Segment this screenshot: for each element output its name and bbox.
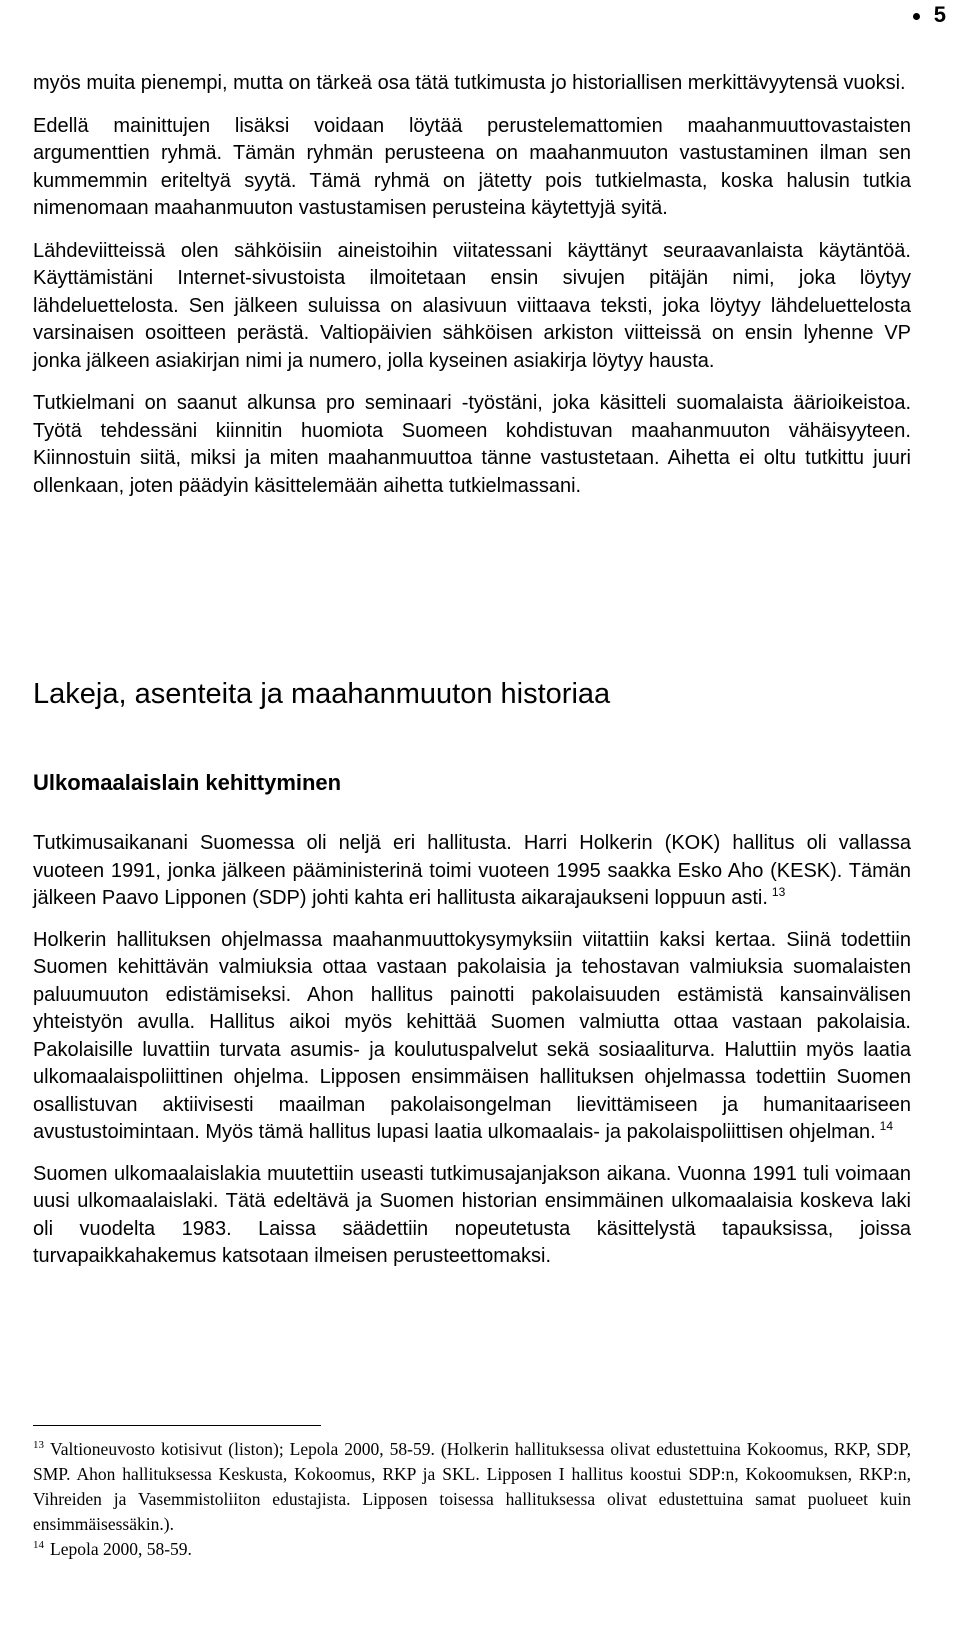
paragraph (33, 927, 911, 1147)
paragraph-text: Suomen ulkomaalaislakia muutettiin useasti tutkimusajanjakson aikana. Vuonna 1991 tuli voimaan uusi ulkomaalaislaki. Tätä edeltävä ja Suomen historian ensimmäinen ulkomaalaisia koskeva laki oli vuodelta 1983. Laissa säädettiin nopeutetusta käsittelystä tapauksissa, joissa turvapaikkahakemus katsotaan ilmeisen perusteettomaksi. (33, 1162, 911, 1267)
law-section (33, 830, 911, 1271)
paragraph (33, 830, 911, 913)
footnote-number: 13 (33, 1439, 44, 1452)
paragraph: Lähdeviitteissä olen sähköisiin aineistoihin viitatessani käyttänyt seuraavanlaista käytäntöä. Käyttämistäni Internet-sivustoista ilmoitetaan ensin sivujen pitäjän nimi, joka löytyy lähdeluettelosta. Sen jälkeen suluissa on alasivuun viittaava teksti, joka löytyy lähdeluettelosta varsinaisen osoitteen perästä. Valtiopäivien sähköisen arkiston viitteissä on ensin lyhenne VP jonka jälkeen asiakirjan nimi ja numero, jolla kyseinen asiakirja löytyy hausta. (33, 239, 911, 372)
footnote-ref[interactable]: 14 (879, 1119, 894, 1134)
footnote-text: Lepola 2000, 58-59. (50, 1539, 192, 1559)
section-heading: Lakeja, asenteita ja maahanmuuton historiaa (33, 678, 611, 710)
page-number (913, 2, 946, 28)
footnote-ref[interactable]: 13 (771, 885, 786, 900)
footnote-text: Valtioneuvosto kotisivut (liston); Lepola 2000, 58-59. (Holkerin hallituksessa olivat edustettuina Kokoomus, RKP, SDP, SMP. Ahon hallituksessa Keskusta, Kokoomus, RKP ja SKL. Lipposen I hallitus koostui SDP:n, Kokoomuksen, RKP:n, Vihreiden ja Vasemmistoliiton edustajista. Lipposen toisessa hallituksessa olivat edustettuina samat puolueet kuin ensimmäisessäkin.). (33, 1439, 911, 1534)
paragraph-text: Tutkimusaikanani Suomessa oli neljä eri hallitusta. Harri Holkerin (KOK) hallitus oli vallassa vuoteen 1991, jonka jälkeen pääministerinä toimi vuoteen 1995 saakka Esko Aho (KESK). Tämän jälkeen Paavo Lipponen (SDP) johti kahta eri hallitusta aikarajaukseni loppuun asti. (33, 832, 911, 909)
paragraph: Edellä mainittujen lisäksi voidaan löytää perustelemattomien maahanmuuttovastaisten argumenttien ryhmä. Tämän ryhmän perusteena on maahanmuuton vastustaminen ilman sen kummemmin eriteltyä syytä. Tämä ryhmä on jätetty pois tutkielmasta, koska halusin tutkia nimenomaan maahanmuuton vastustamisen perusteina käytettyjä syitä. (33, 114, 911, 219)
paragraph-text: Holkerin hallituksen ohjelmassa maahanmuuttokysymyksiin viitattiin kaksi kertaa. Siinä todettiin Suomen kehittävän valmiuksia ottaa vastaan pakolaisia ja tehostavan valmiuksia suomalaisten paluumuuton edistämiseksi. Ahon hallitus painotti pakolaisuuden estämistä kansainvälisen yhteistyön avulla. Hallitus aikoi myös kehittää Suomen valmiutta ottaa vastaan pakolaisia. Pakolaisille luvattiin turvata asumis- ja koulutuspalvelut sekä sosiaaliturva. Haluttiin myös laatia ulkomaalaispoliittinen ohjelma. Lipposen ensimmäisen hallituksen ohjelmassa todettiin Suomen osallistuvan aktiivisesti maailman pakolaisongelman lievittämiseen ja humanitaariseen avustustoimintaan. Myös tämä hallitus lupasi laatia ulkomaalais- ja pakolaispoliittisen ohjelman. (33, 928, 911, 1143)
footnote-divider (33, 1425, 321, 1426)
subsection-heading: Ulkomaalaislain kehittyminen (33, 770, 342, 795)
footnote-number: 14 (33, 1539, 44, 1552)
intro-section (33, 70, 911, 500)
footnote (33, 1537, 911, 1562)
bullet-icon (913, 13, 920, 20)
page-number-value: 5 (933, 2, 946, 27)
footnote (33, 1437, 911, 1537)
paragraph: myös muita pienempi, mutta on tärkeä osa tätä tutkimusta jo historiallisen merkittävyytensä vuoksi. (33, 72, 906, 94)
paragraph (33, 1161, 911, 1271)
paragraph: Tutkielmani on saanut alkunsa pro seminaari -työstäni, joka käsitteli suomalaista äärioikeistoa. Työtä tehdessäni kiinnitin huomiota Suomeen kohdistuvan maahanmuuton vähäisyyteen. Kiinnostuin siitä, miksi ja miten maahanmuuttoa tänne vastustetaan. Aihetta ei oltu tutkittu juuri ollenkaan, joten päädyin käsittelemään aihetta tutkielmassani. (33, 392, 911, 497)
footnotes (33, 1437, 911, 1562)
